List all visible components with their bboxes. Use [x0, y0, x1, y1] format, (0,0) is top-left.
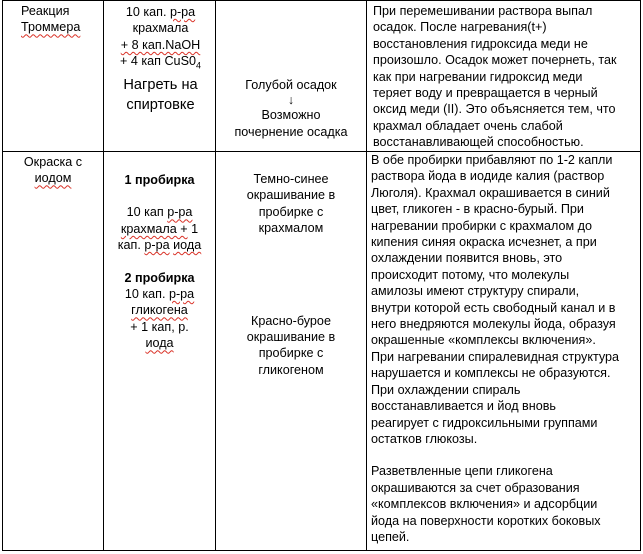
text-line: нагревании пробирки с крахмалом до: [371, 218, 593, 233]
observation-line: пробирке с: [258, 346, 324, 361]
procedure-text: + 8 кап.NaOH: [120, 37, 201, 52]
reaction-name: иодом: [34, 171, 72, 186]
explanation-paragraph: [371, 463, 636, 545]
text-line: В обе пробирки прибавляют по 1-2 капли: [371, 153, 613, 167]
procedure-text: р-ра: [168, 287, 195, 302]
text-line: амилозы имеют структуру спирали,: [371, 284, 580, 299]
observation-line: Красно-бурое: [251, 313, 331, 328]
text-line: охлаждении появится вновь, это: [371, 251, 563, 266]
procedure-text: р-ра: [144, 238, 170, 253]
text-line: восстанавливающей способностью.: [373, 135, 584, 150]
procedure-line: [108, 37, 213, 53]
text-line: При перемешивании раствора выпал: [373, 4, 593, 18]
procedure-line: иода: [145, 336, 174, 351]
down-arrow-icon: ↓: [287, 93, 295, 108]
text-line: восстановления гидроксида меди не: [373, 36, 588, 51]
procedure-text: 10 кап: [126, 205, 168, 220]
procedure-line: Нагреть на: [123, 77, 198, 94]
text-line: нарушается и комплексы не образуются.: [371, 366, 611, 381]
text-line: цепей.: [371, 529, 410, 544]
procedure-text: + 4 кап CuS0: [120, 54, 196, 69]
observation-line: окрашивание в: [246, 330, 336, 345]
tube-1-title: 1 пробирка: [124, 173, 195, 187]
procedure-heating: [108, 76, 213, 115]
reaction-name-cell: [3, 152, 104, 551]
observation-cell: [216, 152, 367, 551]
observation-cell: [216, 1, 367, 152]
text-line: него внедряются молекулы йода, образуя: [371, 317, 616, 332]
text-line: йода на поверхности коротких боковых: [371, 513, 601, 528]
text-line: «комплексов включения» и адсорбции: [371, 497, 598, 512]
text-line: остатков глюкозы.: [371, 431, 478, 446]
observation-line: крахмалом: [258, 221, 324, 236]
procedure-text: крахмала +: [120, 221, 188, 236]
procedure-text: гликогена: [131, 303, 188, 318]
procedure-cell: [104, 152, 216, 551]
explanation-text: [367, 1, 640, 151]
procedure-text: р-ра: [169, 5, 196, 19]
text-line: восстанавливается и йод вновь: [371, 399, 556, 414]
explanation-paragraph: [371, 152, 636, 447]
reaction-name: Реакция: [21, 4, 70, 18]
text-line: крахмал обладает очень слабой: [373, 118, 563, 133]
text-line: окрашенные «комплексы включения».: [371, 333, 596, 348]
procedure-text: р-ра: [167, 205, 193, 220]
procedure-subscript: 4: [195, 60, 201, 71]
procedure-line: [106, 221, 213, 237]
reaction-name: Окраска с: [23, 155, 83, 169]
table-row: [3, 152, 641, 551]
procedure-line: [108, 4, 213, 20]
procedure-line: [106, 204, 213, 220]
text-line: осадок. После нагревания(t+): [373, 20, 547, 35]
observation-line: почернение осадка: [234, 124, 348, 139]
procedure-text: 1: [187, 221, 199, 236]
observation-line: окрашивание в: [246, 188, 336, 203]
text-line: При нагревании спиралевидная структура: [371, 349, 620, 364]
procedure-line: [106, 302, 213, 318]
text-line: раствора йода в иодиде калия (раствор: [371, 169, 605, 184]
explanation-cell: [367, 152, 641, 551]
text-line: окрашиваются за счет образования: [371, 480, 580, 495]
procedure-text: кап.: [117, 238, 145, 253]
procedure-text: 10 кап.: [125, 5, 170, 19]
table-row: [3, 1, 641, 152]
observation-line: Голубой осадок: [245, 78, 337, 92]
experiment-table: [2, 0, 641, 551]
procedure-line: [106, 237, 213, 253]
text-line: оксид меди (II). Это объясняется тем, что: [373, 102, 616, 117]
procedure-line: + 1 кап, р.: [130, 319, 189, 334]
explanation-cell: [367, 1, 641, 152]
text-line: Люголя). Крахмал окрашивается в синий: [371, 185, 610, 200]
text-line: происходит потому, что молекулы: [371, 267, 570, 282]
text-line: произошло. Осадок может почернеть, так: [373, 53, 617, 68]
observation-line: гликогеном: [258, 362, 324, 377]
procedure-line: [108, 53, 213, 74]
observation-line: Возможно: [261, 108, 321, 123]
text-line: как при нагревании гидроксид меди: [373, 69, 583, 84]
tube-2-title: 2 пробирка: [124, 270, 195, 285]
text-line: При охлаждении спираль: [371, 382, 521, 397]
text-line: кипения синяя окраска исчезнет, а при: [371, 235, 597, 250]
text-line: теряет воду и превращается в черный: [373, 86, 598, 101]
procedure-text: 10 кап.: [124, 287, 169, 302]
text-line: цвет, гликоген - в красно-бурый. При: [371, 202, 584, 217]
procedure-line: [106, 286, 213, 302]
text-line: внутри которой есть свободный канал и в: [371, 300, 616, 315]
observation-line: пробирке с: [258, 204, 324, 219]
procedure-line: крахмала: [132, 21, 189, 36]
text-line: Разветвленные цепи гликогена: [371, 464, 553, 479]
procedure-text: иода: [173, 238, 202, 253]
procedure-line: спиртовке: [126, 96, 195, 113]
procedure-cell: [104, 1, 216, 152]
text-line: реагирует с гидроксильными группами: [371, 415, 598, 430]
observation-line: Темно-синее: [253, 172, 329, 186]
reaction-name-cell: [3, 1, 104, 152]
reaction-name: Троммера: [21, 20, 81, 35]
